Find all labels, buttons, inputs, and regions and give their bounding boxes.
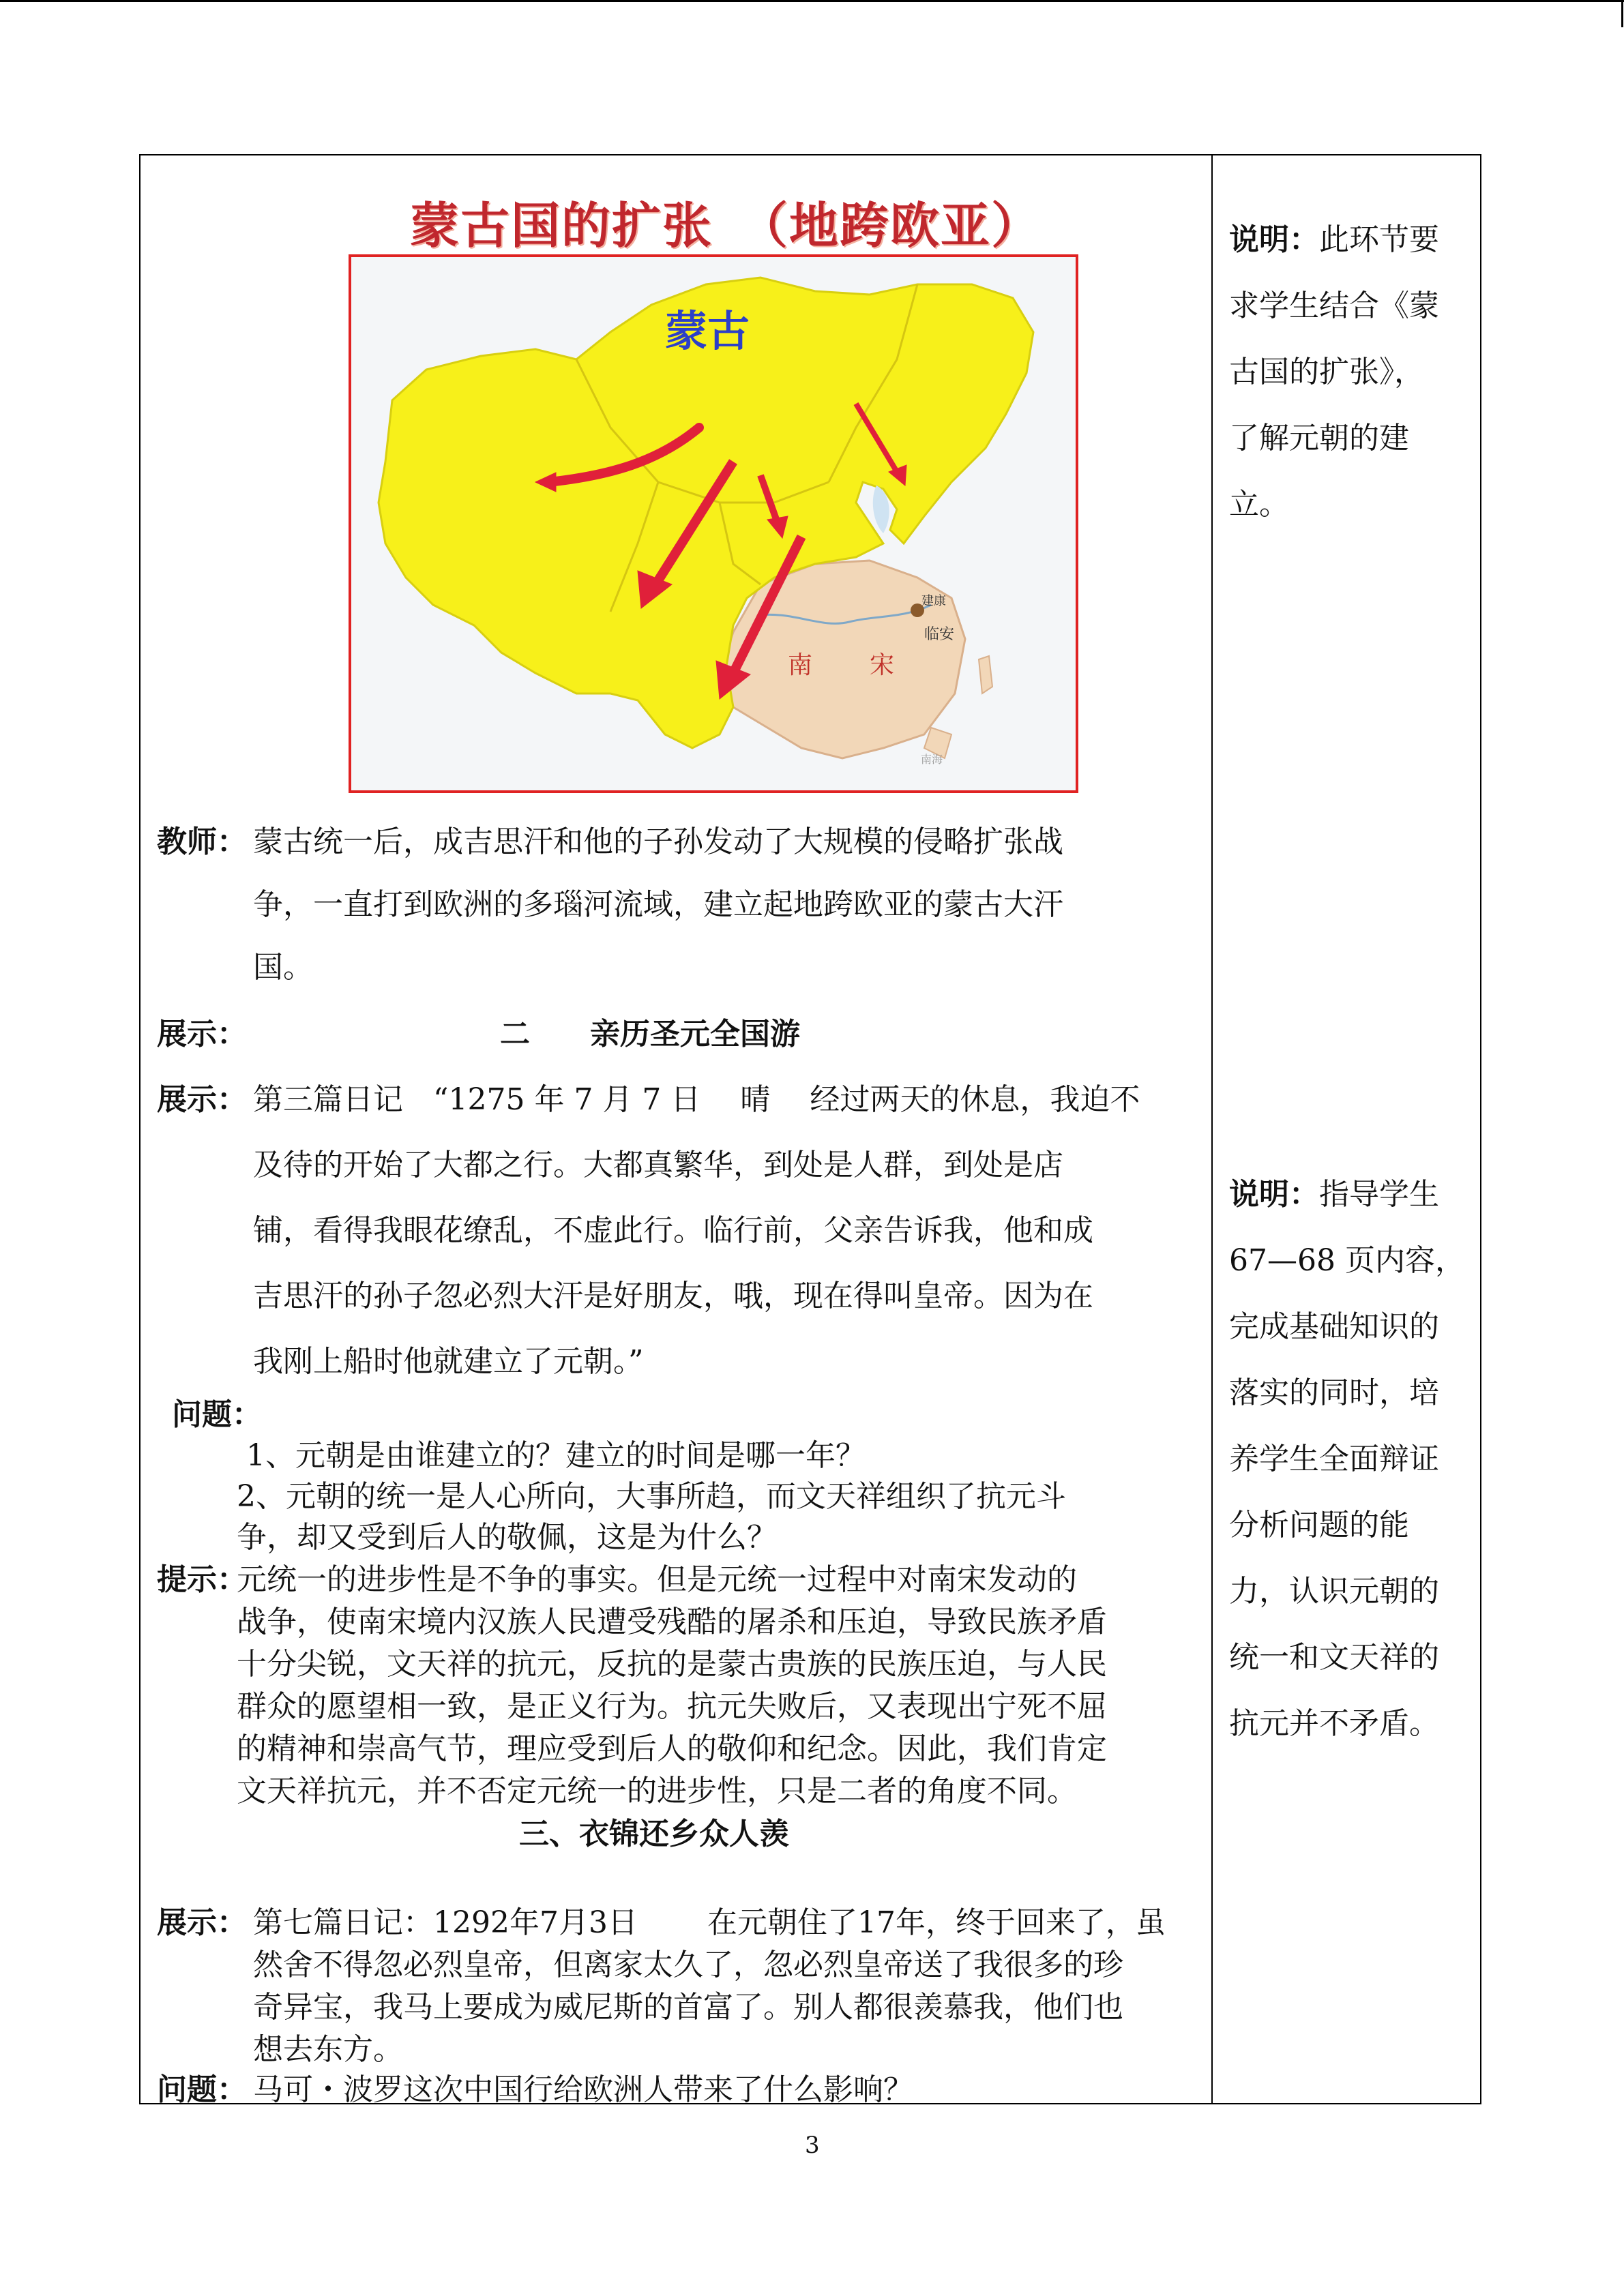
- side-note-2-line-6: 分析问题的能: [1229, 1508, 1409, 1542]
- map-title: 蒙古国的扩张 （地跨欧亚）: [410, 197, 1042, 254]
- side-note-2-line-4: 落实的同时，培: [1229, 1375, 1439, 1410]
- side-note-2-first: 指导学生: [1319, 1177, 1439, 1212]
- map-graphic: [351, 257, 1076, 790]
- side-note-1-line-5: 立。: [1229, 487, 1289, 522]
- side-note-2: [1229, 1161, 1468, 1757]
- label-jiankang: 建康: [921, 594, 946, 608]
- question1-item-1: 1、元朝是由谁建立的？建立的时间是哪一年？: [246, 1438, 866, 1473]
- hint-line-3: 十分尖锐，文天祥的抗元，反抗的是蒙古贵族的民族压迫，与人民: [237, 1647, 1107, 1682]
- question1-label: 问题：: [172, 1397, 262, 1432]
- side-note-1-line-2: 求学生结合《蒙: [1229, 288, 1439, 323]
- diary7-line-4: 想去东方。: [253, 2032, 403, 2067]
- lesson-table: [139, 154, 1481, 2107]
- side-note-1-label: 说明：: [1229, 222, 1319, 257]
- page-number: 3: [805, 2132, 820, 2159]
- section2-heading: 二 亲历圣元全国游: [500, 1017, 800, 1052]
- hint-line-6: 文天祥抗元，并不否定元统一的进步性，只是二者的角度不同。: [237, 1774, 1077, 1808]
- teacher-label: 教师：: [157, 824, 247, 859]
- diary3-line-5: 我刚上船时他就建立了元朝。”: [253, 1344, 644, 1379]
- label-south-song-2: 宋: [870, 651, 895, 679]
- question2-text: 马可・波罗这次中国行给欧洲人带来了什么影响？: [253, 2072, 913, 2107]
- section3-heading: 三、衣锦还乡众人羡: [519, 1817, 789, 1851]
- show-diary7-label: 展示：: [157, 1905, 247, 1940]
- corner-mark: [1621, 0, 1623, 27]
- label-nanhai: 南海: [921, 753, 943, 766]
- label-south-song-1: 南: [788, 651, 813, 679]
- side-note-2-line-2: 67—68 页内容，: [1229, 1243, 1465, 1278]
- hint-label: 提示：: [157, 1562, 247, 1597]
- main-column: [141, 155, 1211, 2107]
- side-note-2-line-3: 完成基础知识的: [1229, 1309, 1439, 1344]
- side-note-1-line-4: 了解元朝的建: [1229, 421, 1409, 456]
- diary3-line-4: 吉思汗的孙子忽必烈大汗是好朋友，哦，现在得叫皇帝。因为在: [253, 1279, 1093, 1313]
- side-note-2-line-7: 力，认识元朝的: [1229, 1574, 1439, 1609]
- hint-line-4: 群众的愿望相一致，是正义行为。抗元失败后，又表现出宁死不屈: [237, 1689, 1107, 1724]
- side-note-1-line-3: 古国的扩张》，: [1229, 355, 1424, 389]
- hint-line-5: 的精神和崇高气节，理应受到后人的敬仰和纪念。因此，我们肯定: [237, 1731, 1107, 1766]
- side-note-2-line-8: 统一和文天祥的: [1229, 1640, 1439, 1675]
- diary7-line-3: 奇异宝，我马上要成为威尼斯的首富了。别人都很羡慕我，他们也: [253, 1990, 1123, 2025]
- diary3-line-1: 第三篇日记 “1275 年 7 月 7 日 晴 经过两天的休息，我迫不: [253, 1082, 1140, 1117]
- diary3-line-3: 铺，看得我眼花缭乱，不虚此行。临行前，父亲告诉我，他和成: [253, 1213, 1093, 1248]
- side-note-2-line-9: 抗元并不矛盾。: [1229, 1706, 1439, 1741]
- show-heading-label: 展示：: [157, 1017, 247, 1052]
- show-diary3-label: 展示：: [157, 1082, 247, 1117]
- top-border-line: [0, 0, 1624, 2]
- side-note-2-line-5: 养学生全面辩证: [1229, 1442, 1439, 1476]
- diary7-line-2: 然舍不得忽必烈皇帝，但离家太久了，忽必烈皇帝送了我很多的珍: [253, 1948, 1123, 1982]
- teacher-line-2: 争，一直打到欧洲的多瑙河流域，建立起地跨欧亚的蒙古大汗: [253, 887, 1063, 922]
- teacher-line-3: 国。: [253, 950, 313, 985]
- label-mongolia: 蒙古: [665, 306, 750, 356]
- mongol-expansion-map: [349, 254, 1078, 793]
- question1-item-2-line-2: 争，却又受到后人的敬佩，这是为什么？: [237, 1520, 777, 1555]
- notes-column: [1213, 155, 1480, 2103]
- side-note-1: [1229, 207, 1468, 537]
- side-note-2-label: 说明：: [1229, 1177, 1319, 1212]
- diary7-line-1: 第七篇日记：1292年7月3日 在元朝住了17年，终于回来了，虽: [253, 1905, 1166, 1940]
- question1-item-2-line-1: 2、元朝的统一是人心所向，大事所趋，而文天祥组织了抗元斗: [237, 1479, 1066, 1514]
- hint-line-2: 战争，使南宋境内汉族人民遭受残酷的屠杀和压迫，导致民族矛盾: [237, 1605, 1107, 1639]
- label-linan: 临安: [924, 626, 955, 643]
- diary3-line-2: 及待的开始了大都之行。大都真繁华，到处是人群，到处是店: [253, 1148, 1063, 1182]
- hint-line-1: 元统一的进步性是不争的事实。但是元统一过程中对南宋发动的: [237, 1562, 1077, 1597]
- teacher-line-1: 蒙古统一后，成吉思汗和他的子孙发动了大规模的侵略扩张战: [253, 824, 1063, 859]
- side-note-1-first: 此环节要: [1319, 222, 1439, 257]
- question2-label: 问题：: [157, 2072, 247, 2107]
